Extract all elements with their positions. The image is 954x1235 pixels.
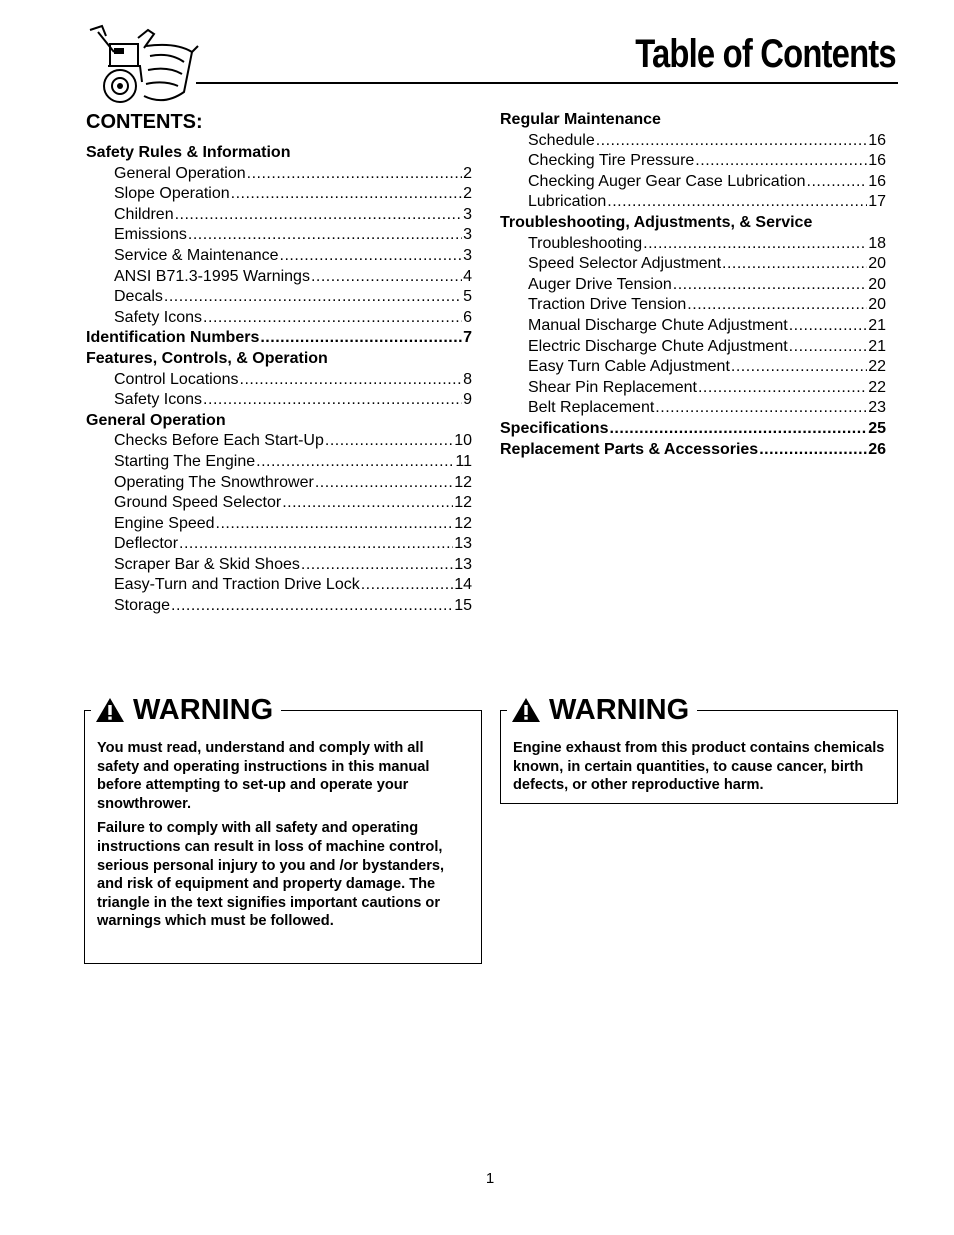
toc-entry-title: Storage — [114, 597, 171, 615]
toc-entry-title: Scraper Bar & Skid Shoes — [114, 555, 300, 573]
warning-paragraph: Engine exhaust from this product contains chemicals known, in certain quantities, to cause cancer, birth defects, or other reproductive harm. — [513, 740, 885, 794]
toc-leader-dots — [216, 514, 454, 535]
toc-entry — [500, 316, 886, 337]
toc-entry-title: Identification Numbers — [86, 329, 260, 347]
toc-leader-dots — [789, 337, 868, 358]
toc-entry-title: Safety Rules & Information — [86, 144, 291, 161]
toc-leader-dots — [695, 151, 867, 172]
toc-entry — [86, 370, 472, 391]
toc-entry — [86, 164, 472, 185]
toc-leader-dots — [240, 370, 463, 391]
toc-entry — [86, 452, 472, 473]
toc-entry-title: Lubrication — [528, 193, 607, 211]
toc-page-number: 18 — [868, 234, 886, 252]
toc-entry-title: Regular Maintenance — [500, 111, 661, 128]
page-number: 1 — [485, 1170, 495, 1187]
toc-leader-dots — [698, 378, 867, 399]
toc-leader-dots — [687, 295, 867, 316]
toc-page-number: 3 — [463, 246, 472, 264]
toc-page-number: 20 — [868, 255, 886, 273]
toc-section-heading — [86, 411, 472, 432]
toc-page-number: 20 — [868, 296, 886, 314]
toc-page-number: 22 — [868, 358, 886, 376]
toc-page-number: 7 — [463, 329, 472, 347]
toc-entry — [86, 431, 472, 452]
toc-page-number: 26 — [868, 440, 886, 458]
toc-leader-dots — [175, 205, 463, 226]
toc-entry — [500, 192, 886, 213]
page-title: Table of Contents — [635, 32, 896, 76]
toc-page-number: 4 — [463, 267, 472, 285]
toc-page-number: 5 — [463, 288, 472, 306]
toc-entry — [500, 151, 886, 172]
toc-leader-dots — [164, 287, 462, 308]
warning-header — [507, 693, 697, 727]
toc-page-number: 25 — [868, 419, 886, 437]
toc-page-number: 21 — [868, 337, 886, 355]
toc-page-number: 21 — [868, 316, 886, 334]
toc-entry-title: Safety Icons — [114, 308, 203, 326]
toc-leader-dots — [731, 357, 867, 378]
toc-entry-title: Replacement Parts & Accessories — [500, 440, 759, 458]
toc-leader-dots — [643, 234, 867, 255]
toc-entry — [86, 555, 472, 576]
toc-page-number: 17 — [868, 193, 886, 211]
toc-page-number: 3 — [463, 226, 472, 244]
warning-label: WARNING — [133, 694, 274, 726]
toc-entry-title: Control Locations — [114, 370, 239, 388]
toc-section-heading — [500, 440, 886, 461]
toc-entry — [500, 131, 886, 152]
toc-section-heading — [86, 349, 472, 370]
toc-page-number: 11 — [455, 452, 472, 470]
toc-leader-dots — [655, 398, 867, 419]
toc-leader-dots — [607, 192, 867, 213]
warning-box-exhaust — [500, 694, 898, 804]
toc-page-number: 9 — [463, 391, 472, 409]
toc-page-number: 3 — [463, 205, 472, 223]
toc-entry-title: General Operation — [86, 411, 226, 429]
toc-entry-title: General Operation — [114, 164, 246, 182]
toc-leader-dots — [282, 493, 453, 514]
toc-page-number: 8 — [463, 370, 472, 388]
toc-entry-title: Engine Speed — [114, 514, 215, 532]
toc-page-number: 6 — [463, 308, 472, 326]
toc-entry-title: Belt Replacement — [528, 399, 655, 417]
warning-paragraph: Failure to comply with all safety and operating instructions can result in loss of machine control, serious personal injury to you and /or bystanders, and risk of equipment and property damage. The triangle in the text signifies important cautions or warnings which must be followed. — [97, 820, 445, 930]
toc-entry-title: Decals — [114, 288, 163, 306]
toc-entry — [86, 575, 472, 596]
toc-leader-dots — [673, 275, 867, 296]
toc-section-heading — [500, 213, 886, 234]
toc-entry-title: Children — [114, 205, 174, 223]
toc-page-number: 12 — [454, 473, 472, 491]
toc-entry — [86, 473, 472, 494]
toc-entry-title: Easy Turn Cable Adjustment — [528, 358, 730, 376]
toc-entry-title: Easy-Turn and Traction Drive Lock — [114, 576, 360, 594]
toc-entry — [86, 267, 472, 288]
toc-page-number: 16 — [868, 172, 886, 190]
toc-entry — [500, 378, 886, 399]
warning-box-safety — [84, 694, 482, 964]
toc-leader-dots — [256, 452, 454, 473]
toc-left-column — [86, 143, 472, 617]
toc-leader-dots — [231, 184, 462, 205]
toc-entry — [500, 398, 886, 419]
toc-entry — [86, 225, 472, 246]
toc-page-number: 13 — [454, 555, 472, 573]
warning-text — [513, 739, 885, 801]
toc-entry-title: Speed Selector Adjustment — [528, 255, 722, 273]
toc-entry-title: Starting The Engine — [114, 452, 256, 470]
toc-page-number: 12 — [454, 494, 472, 512]
toc-entry — [86, 596, 472, 617]
toc-entry-title: Schedule — [528, 131, 595, 149]
toc-page-number: 20 — [868, 275, 886, 293]
toc-entry-title: Emissions — [114, 226, 187, 244]
toc-entry-title: Features, Controls, & Operation — [86, 349, 328, 367]
toc-entry — [500, 234, 886, 255]
toc-leader-dots — [247, 164, 462, 185]
toc-section-heading — [86, 143, 472, 164]
toc-leader-dots — [807, 172, 868, 193]
toc-leader-dots — [325, 431, 453, 452]
toc-leader-dots — [596, 131, 867, 152]
toc-entry — [86, 184, 472, 205]
toc-leader-dots — [789, 316, 868, 337]
toc-section-heading — [500, 110, 886, 131]
toc-entry-title: Traction Drive Tension — [528, 296, 687, 314]
toc-entry-title: Electric Discharge Chute Adjustment — [528, 337, 788, 355]
toc-section-heading — [500, 419, 886, 440]
toc-entry — [500, 254, 886, 275]
toc-entry-title: Safety Icons — [114, 391, 203, 409]
toc-leader-dots — [315, 473, 453, 494]
toc-entry-title: Specifications — [500, 419, 609, 437]
warning-label: WARNING — [549, 694, 690, 726]
toc-leader-dots — [280, 246, 463, 267]
toc-page-number: 15 — [454, 597, 472, 615]
toc-page-number: 14 — [454, 576, 472, 594]
toc-leader-dots — [260, 328, 462, 349]
toc-entry-title: Shear Pin Replacement — [528, 378, 697, 396]
toc-page-number: 16 — [868, 152, 886, 170]
toc-entry — [500, 337, 886, 358]
toc-page-number: 23 — [868, 399, 886, 417]
warning-header — [91, 693, 281, 727]
toc-entry — [86, 308, 472, 329]
toc-leader-dots — [609, 419, 867, 440]
warning-text — [97, 739, 469, 937]
toc-entry-title: Checking Auger Gear Case Lubrication — [528, 172, 806, 190]
toc-page-number: 2 — [463, 185, 472, 203]
toc-page-number: 12 — [454, 514, 472, 532]
toc-entry — [86, 205, 472, 226]
toc-entry — [500, 172, 886, 193]
toc-entry-title: Slope Operation — [114, 185, 230, 203]
warning-paragraph: You must read, understand and comply with all safety and operating instructions in this manual before attempting to set-up and operate your snowthrower. — [97, 740, 430, 812]
warning-triangle-icon — [95, 697, 125, 723]
toc-page-number: 10 — [454, 432, 472, 450]
contents-heading: CONTENTS: — [86, 111, 203, 133]
toc-entry-title: Service & Maintenance — [114, 246, 279, 264]
toc-entry-title: Checks Before Each Start-Up — [114, 432, 324, 450]
toc-leader-dots — [188, 225, 462, 246]
toc-leader-dots — [203, 390, 462, 411]
toc-entry-title: Troubleshooting, Adjustments, & Service — [500, 213, 813, 231]
toc-entry-title: Deflector — [114, 535, 179, 553]
toc-entry-title: Troubleshooting — [528, 234, 643, 252]
toc-leader-dots — [311, 267, 462, 288]
toc-entry-title: Operating The Snowthrower — [114, 473, 314, 491]
toc-entry — [86, 514, 472, 535]
warning-triangle-icon — [511, 697, 541, 723]
snowthrower-illustration-icon — [84, 22, 200, 108]
toc-entry-title: Auger Drive Tension — [528, 275, 672, 293]
toc-leader-dots — [171, 596, 453, 617]
toc-leader-dots — [759, 440, 867, 461]
toc-entry-title: ANSI B71.3-1995 Warnings — [114, 267, 310, 285]
toc-page-number: 13 — [454, 535, 472, 553]
toc-entry — [500, 357, 886, 378]
toc-entry — [86, 534, 472, 555]
toc-entry — [500, 295, 886, 316]
toc-entry — [500, 275, 886, 296]
toc-entry — [86, 493, 472, 514]
toc-entry — [86, 287, 472, 308]
toc-entry — [86, 390, 472, 411]
toc-page-number: 16 — [868, 131, 886, 149]
toc-page-number: 22 — [868, 378, 886, 396]
toc-leader-dots — [301, 555, 453, 576]
toc-leader-dots — [179, 534, 453, 555]
toc-entry-title: Ground Speed Selector — [114, 494, 282, 512]
toc-page-number: 2 — [463, 164, 472, 182]
toc-entry-title: Checking Tire Pressure — [528, 152, 695, 170]
toc-entry — [86, 246, 472, 267]
toc-section-heading — [86, 328, 472, 349]
toc-entry-title: Manual Discharge Chute Adjustment — [528, 316, 788, 334]
toc-leader-dots — [203, 308, 462, 329]
toc-leader-dots — [722, 254, 867, 275]
title-rule — [196, 82, 898, 84]
toc-right-column — [500, 110, 886, 460]
toc-leader-dots — [361, 575, 453, 596]
